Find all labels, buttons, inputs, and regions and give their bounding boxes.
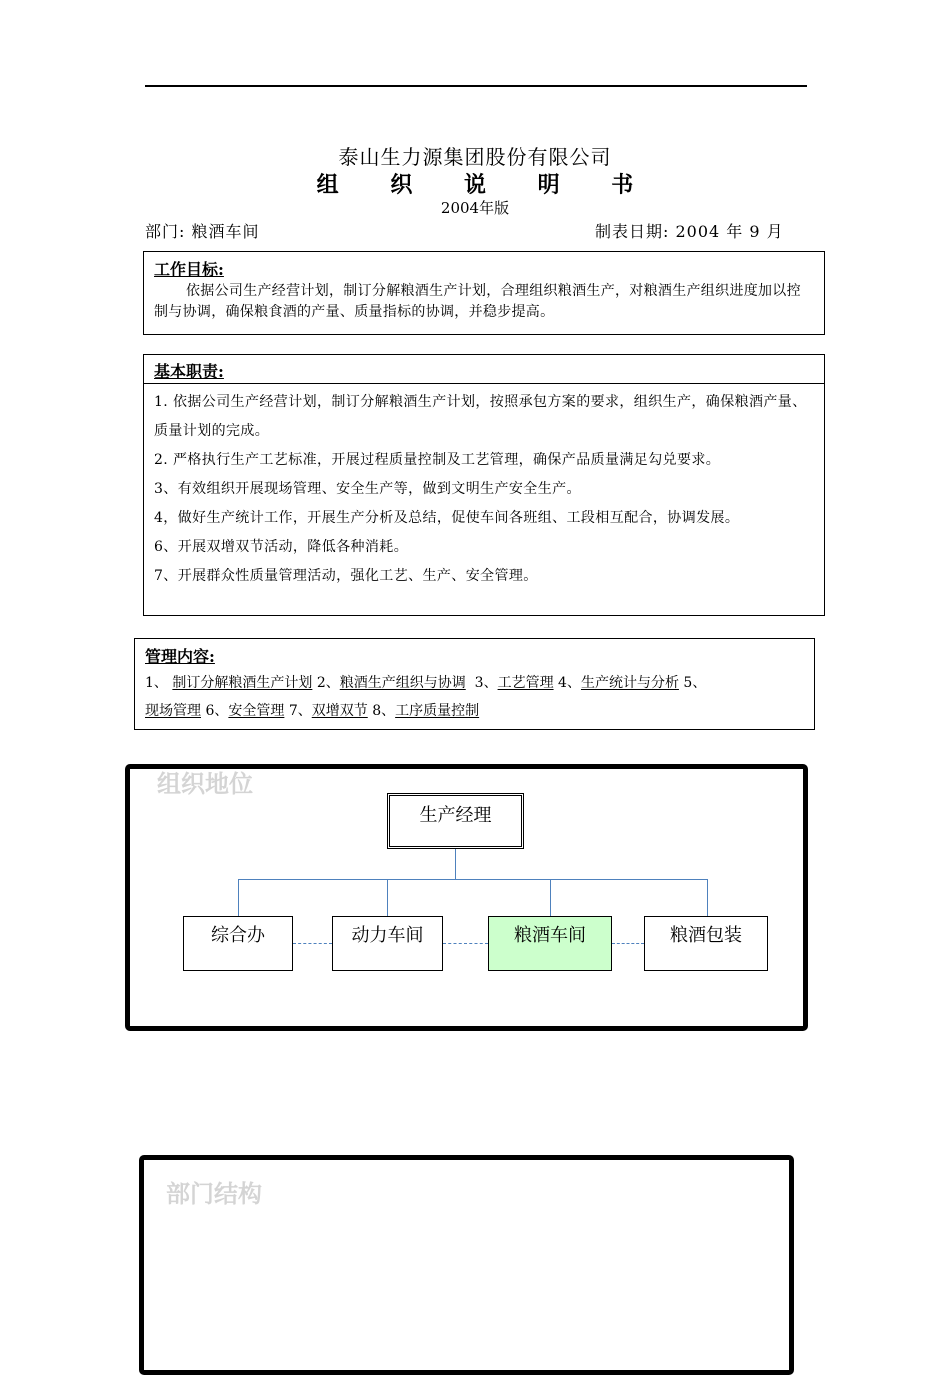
management-item: 工序质量控制 xyxy=(395,703,480,719)
duties-list xyxy=(144,384,824,595)
org-position-label: 组织地位 xyxy=(157,770,253,798)
management-item: 安全管理 xyxy=(228,703,285,719)
org-node-liquor-packaging: 粮酒包装 xyxy=(644,916,768,971)
dashed-connector xyxy=(443,943,488,944)
management-item: 双增双节 xyxy=(311,703,368,719)
org-node-power-workshop: 动力车间 xyxy=(332,916,443,971)
management-item: 生产统计与分析 xyxy=(580,675,679,691)
header-rule xyxy=(145,85,807,87)
management-section xyxy=(134,638,815,730)
management-num: 7、 xyxy=(288,703,312,719)
management-num: 2、 xyxy=(316,675,340,691)
form-date: 制表日期: 2004 年 9 月 xyxy=(595,222,784,241)
management-num: 1、 xyxy=(145,675,168,691)
document-title: 组 织 说 明 书 xyxy=(316,172,656,198)
duties-heading-row xyxy=(144,355,824,384)
org-node-general-office: 综合办 xyxy=(183,916,293,971)
work-goal-text: 依据公司生产经营计划，制订分解粮酒生产计划，合理组织粮酒生产，对粮酒生产组织进度加以控制与协调，确保粮食酒的产量、质量指标的协调，并稳步提高。 xyxy=(154,283,801,320)
dashed-connector xyxy=(293,943,332,944)
org-node-production-manager: 生产经理 xyxy=(387,793,524,849)
management-num: 8、 xyxy=(372,703,396,719)
duty-item: 4，做好生产统计工作，开展生产分析及总结，促使车间各班组、工段相互配合，协调发展。 xyxy=(154,510,740,526)
connector-line xyxy=(455,849,456,879)
management-num: 3、 xyxy=(474,675,498,691)
management-num: 5、 xyxy=(683,675,707,691)
management-item: 粮酒生产组织与协调 xyxy=(339,675,466,691)
duty-item: 7、开展群众性质量管理活动，强化工艺、生产、安全管理。 xyxy=(154,568,538,584)
duty-item: 6、开展双增双节活动，降低各种消耗。 xyxy=(154,539,409,555)
company-name: 泰山生力源集团股份有限公司 xyxy=(338,145,612,169)
connector-line xyxy=(550,879,551,916)
org-node-liquor-workshop: 粮酒车间 xyxy=(488,916,612,971)
management-item: 现场管理 xyxy=(145,703,201,719)
work-goal-section xyxy=(143,251,825,335)
duty-item: 1. 依据公司生产经营计划，制订分解粮酒生产计划，按照承包方案的要求，组织生产，确保粮酒产量、质量计划的完成。 xyxy=(154,394,807,439)
duty-item: 3、有效组织开展现场管理、安全生产等，做到文明生产安全生产。 xyxy=(154,481,581,497)
connector-line xyxy=(707,879,708,916)
dept-structure-label: 部门结构 xyxy=(166,1180,262,1208)
management-heading: 管理内容: xyxy=(145,647,215,666)
edition: 2004年版 xyxy=(440,199,510,217)
connector-line xyxy=(238,879,707,880)
duties-heading: 基本职责: xyxy=(154,362,224,381)
management-num: 6、 xyxy=(205,703,229,719)
duties-section xyxy=(143,354,825,616)
management-num: 4、 xyxy=(558,675,581,691)
work-goal-heading: 工作目标: xyxy=(154,260,224,279)
connector-line xyxy=(387,879,388,916)
dashed-connector xyxy=(612,943,644,944)
department-label: 部门: 粮酒车间 xyxy=(145,222,260,241)
connector-line xyxy=(238,879,239,916)
management-item: 工艺管理 xyxy=(497,675,554,691)
management-item: 制订分解粮酒生产计划 xyxy=(172,675,313,691)
management-items xyxy=(145,669,804,725)
duty-item: 2. 严格执行生产工艺标准，开展过程质量控制及工艺管理，确保产品质量满足勾兑要求。 xyxy=(154,452,721,468)
